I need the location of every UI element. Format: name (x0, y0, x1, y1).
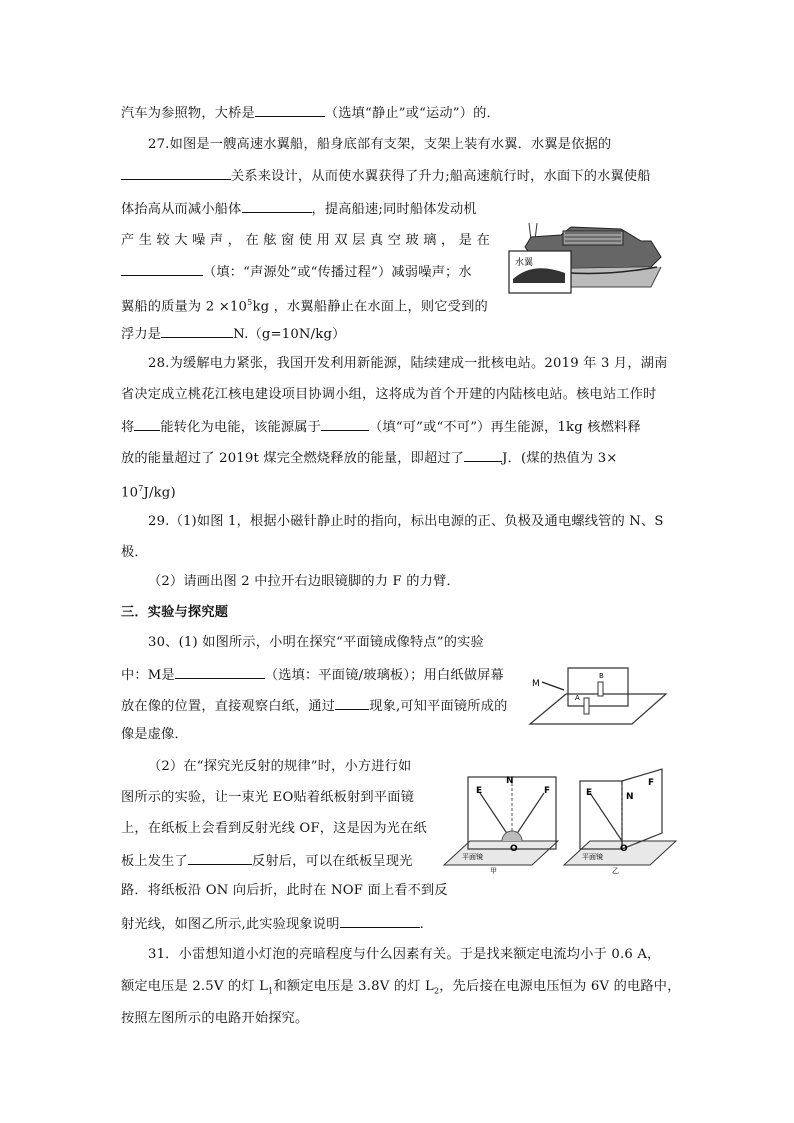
candle-label-a: A (575, 694, 580, 702)
text: 汽车为参照物，大桥是 (121, 106, 255, 121)
text: kg ，水翼船静止在水面上，则它受到的 (252, 299, 488, 315)
question-30-line (121, 851, 413, 871)
point-label-o: O (510, 844, 518, 854)
answer-blank[interactable] (464, 448, 502, 462)
text: 将 (121, 420, 135, 435)
text: 放的能量超过了 2019t 煤完全燃烧释放的能量，即超过了 (121, 451, 465, 466)
answer-blank[interactable] (121, 262, 203, 276)
question-27-line (121, 166, 651, 186)
question-31-line (121, 1010, 308, 1028)
ray-label-e: E (476, 786, 483, 796)
text: 现象,可知平面镜所成的 (369, 699, 508, 714)
answer-blank[interactable] (134, 417, 160, 431)
question-30-line (121, 726, 188, 744)
light-reflection-figure (440, 763, 678, 875)
text: （填：“声源处”或“传播过程”）减弱噪声；水 (203, 265, 472, 280)
text: 30、(1) 如图所示，小明在探究“平面镜成像特点”的实验 (148, 635, 484, 650)
answer-blank[interactable] (335, 696, 369, 710)
text: 和额定电压是 3.8V 的灯 L (273, 979, 434, 994)
question-28-line (121, 480, 176, 502)
text: 31．小雷想知道小灯泡的亮暗程度与什么因素有关。于是找来额定电流均小于 0.6 A， (148, 947, 661, 962)
question-29-line (121, 544, 148, 562)
question-28-line (148, 355, 667, 373)
text: （2）在“探究光反射的规律”时，小方进行如 (148, 759, 412, 774)
question-30-line (121, 820, 427, 838)
text: 极． (121, 545, 148, 560)
mirror-label: 平面镜 (462, 853, 483, 861)
answer-blank[interactable] (242, 199, 312, 213)
ray-label-e-2: E (586, 788, 593, 798)
text: 翼船的质量为 2 ×10 (121, 299, 248, 315)
text: 板上发生了 (121, 854, 188, 869)
question-28-line (121, 448, 618, 468)
text: J．(煤的热值为 3× (502, 451, 618, 466)
text: 29.（1)如图 1，根据小磁针静止时的指向，标出电源的正、负极及通电螺线管的 N、S (148, 514, 664, 529)
answer-blank[interactable] (321, 417, 369, 431)
text: N.（g=10N/kg） (233, 327, 346, 342)
text: 27.如图是一艘高速水翼船，船身底部有支架，支架上装有水翼．水翼是依据的 (148, 137, 612, 152)
text: 额定电压是 2.5V 的灯 L (121, 979, 269, 994)
text: （选填：平面镜/玻璃板）；用白纸做屏幕 (264, 668, 504, 683)
text: 10 (121, 485, 139, 501)
question-30-line (121, 696, 507, 716)
text: ，提高船速;同时船体发动机 (311, 202, 477, 217)
text: 关系来设计，从而使水翼获得了升力;船高速航行时，水面下的水翼使船 (231, 169, 651, 184)
question-29-line (148, 513, 664, 531)
question-30-line (121, 789, 414, 807)
question-28-line (121, 417, 641, 437)
text: 上，在纸板上会看到反射光线 OF，这是因为光在纸 (121, 821, 427, 836)
text: 中：M是 (121, 668, 175, 683)
exponent: 7 (138, 484, 144, 493)
text-line (121, 103, 500, 123)
text: （2）请画出图 2 中拉开右边眼镜脚的力 F 的力臂． (148, 574, 460, 589)
question-27-line (148, 136, 611, 154)
question-27-line (121, 199, 477, 219)
text: ，先后接在电源电压恒为 6V 的电路中， (439, 979, 681, 994)
question-29-line (148, 573, 460, 591)
mirror-label-2: 平面镜 (582, 853, 603, 861)
answer-blank[interactable] (161, 324, 233, 338)
answer-blank[interactable] (188, 851, 252, 865)
normal-label-n-2: N (626, 792, 634, 802)
question-30-line (148, 634, 484, 652)
text: 图所示的实验，让一束光 EO贴着纸板射到平面镜 (121, 790, 414, 805)
hydrofoil-label: 水翼 (515, 258, 534, 268)
text: 路．将纸板沿 ON 向后折，此时在 NOF 面上看不到反 (121, 883, 448, 898)
exponent: 5 (247, 298, 253, 307)
mirror-illustration (528, 664, 668, 728)
ray-label-f-2: F (648, 778, 655, 788)
text: 体抬高从而减小船体 (121, 202, 242, 217)
question-30-line (121, 882, 448, 900)
text: 能转化为电能，该能源属于 (160, 420, 322, 435)
plane-mirror-figure (528, 664, 668, 728)
text: （选填“静止”或“运动”）的． (324, 106, 500, 121)
text: . (419, 917, 424, 932)
figure-label-yi: 乙 (612, 867, 619, 875)
question-27-line (121, 294, 488, 316)
question-27-line (121, 324, 346, 344)
question-30-line (121, 914, 424, 934)
mirror-label-m: M (532, 679, 540, 689)
reflection-illustration (440, 763, 678, 875)
text: 射光线，如图乙所示,此实验现象说明 (121, 917, 340, 932)
question-31-line (121, 978, 681, 1001)
figure-label-jia: 甲 (490, 867, 497, 875)
question-27-line (121, 232, 490, 250)
text: 反射后，可以在纸板呈现光 (251, 854, 413, 869)
text: 产 生 较 大 噪 声 ， 在 舷 窗 使 用 双 层 真 空 玻 璃 ， 是 在 (121, 233, 490, 248)
subscript: 1 (268, 986, 274, 996)
text: J/kg) (143, 485, 176, 501)
answer-blank[interactable] (255, 103, 325, 117)
answer-blank[interactable] (175, 665, 265, 679)
hydrofoil-boat-figure (501, 207, 672, 303)
section-title: 三．实验与探究题 (121, 605, 229, 620)
boat-illustration (501, 207, 672, 303)
text: 28.为缓解电力紧张，我国开发利用新能源，陆续建成一批核电站。2019 年 3 月，湖南 (148, 356, 668, 371)
text: 放在像的位置，直接观察白纸，通过 (121, 699, 336, 714)
point-label-o-2: O (620, 844, 628, 854)
ray-label-f: F (544, 786, 551, 796)
question-31-line (148, 946, 660, 964)
subscript: 2 (433, 986, 440, 996)
text: （填“可”或“不可”）再生能源，1kg 核燃料释 (369, 420, 641, 435)
answer-blank[interactable] (340, 914, 420, 928)
normal-label-n: N (506, 776, 514, 786)
answer-blank[interactable] (121, 166, 231, 180)
question-28-line (121, 386, 657, 404)
question-27-line (121, 262, 472, 282)
text: 按照左图所示的电路开始探究。 (121, 1011, 309, 1026)
text: 像是虚像． (121, 727, 188, 742)
text: 省决定成立桃花江核电建设项目协调小组，这将成为首个开建的内陆核电站。核电站工作时 (121, 387, 657, 402)
candle-label-b: B (599, 672, 604, 680)
text: 浮力是 (121, 327, 162, 342)
question-30-line (148, 758, 411, 776)
section-heading (121, 604, 228, 622)
question-30-line (121, 665, 504, 685)
